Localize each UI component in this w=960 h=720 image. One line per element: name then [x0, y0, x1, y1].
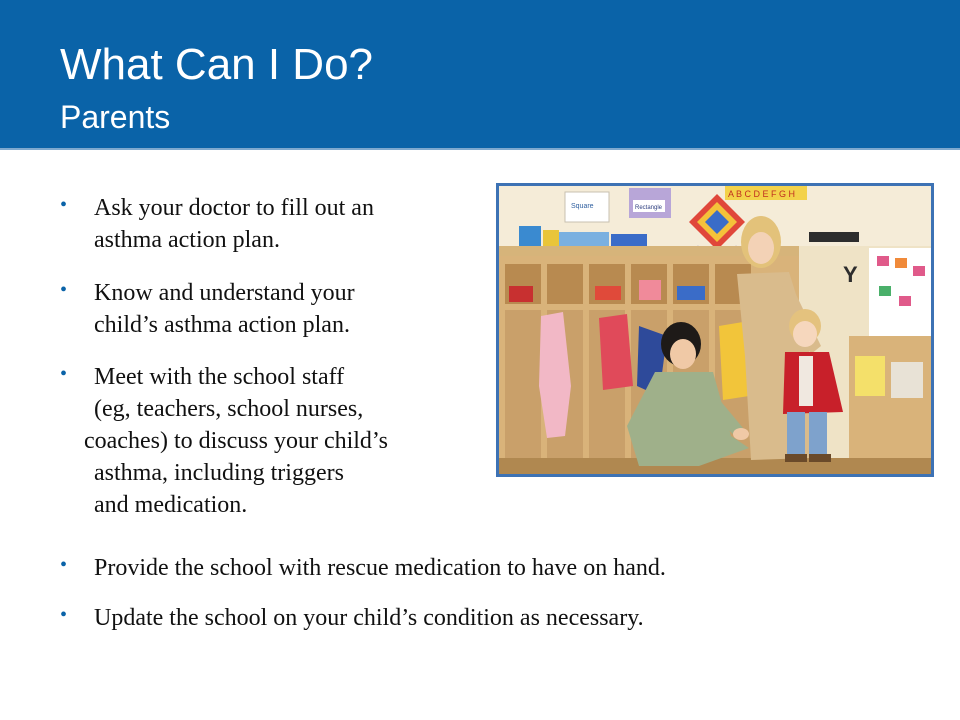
bullet-dot-icon: •	[60, 554, 68, 576]
bullet-text: Meet with the school staff	[94, 364, 345, 390]
poster-letter: Y	[843, 262, 858, 287]
bullet-text: (eg, teachers, school nurses,	[94, 396, 364, 422]
bullet-dot-icon: •	[60, 604, 68, 626]
title-bar	[0, 0, 960, 150]
classroom-photo	[496, 183, 934, 477]
bullet-text: Update the school on your child’s condition as necessary.	[94, 605, 644, 631]
rectangle-sign-text: Rectangle	[635, 205, 663, 211]
bullet-item	[60, 361, 388, 521]
bullet-text: coaches) to discuss your child’s	[84, 428, 388, 454]
square-sign-text: Square	[571, 203, 594, 210]
bullet-text: asthma, including triggers	[94, 460, 344, 486]
bullet-item	[60, 192, 374, 256]
slide-title: What Can I Do?	[60, 40, 374, 89]
bullet-text: and medication.	[94, 492, 248, 518]
bullet-text: child’s asthma action plan.	[94, 312, 350, 338]
bullet-dot-icon: •	[60, 194, 68, 216]
bullet-item	[60, 552, 666, 584]
classroom-illustration	[499, 186, 931, 474]
bullet-dot-icon: •	[60, 279, 68, 301]
bullet-text: asthma action plan.	[94, 227, 280, 253]
floor	[499, 458, 931, 474]
slide-subtitle: Parents	[60, 99, 171, 135]
number-strip	[809, 232, 859, 242]
bullet-text: Ask your doctor to fill out an	[94, 195, 374, 221]
bullet-dot-icon: •	[60, 363, 68, 385]
bullet-item	[60, 277, 355, 341]
bullet-text: Provide the school with rescue medication to have on hand.	[94, 555, 666, 581]
alphabet-strip-text: A B C D E F G H	[728, 189, 796, 199]
bullet-text: Know and understand your	[94, 280, 355, 306]
red-coat	[599, 314, 633, 390]
bullet-item	[60, 602, 644, 634]
